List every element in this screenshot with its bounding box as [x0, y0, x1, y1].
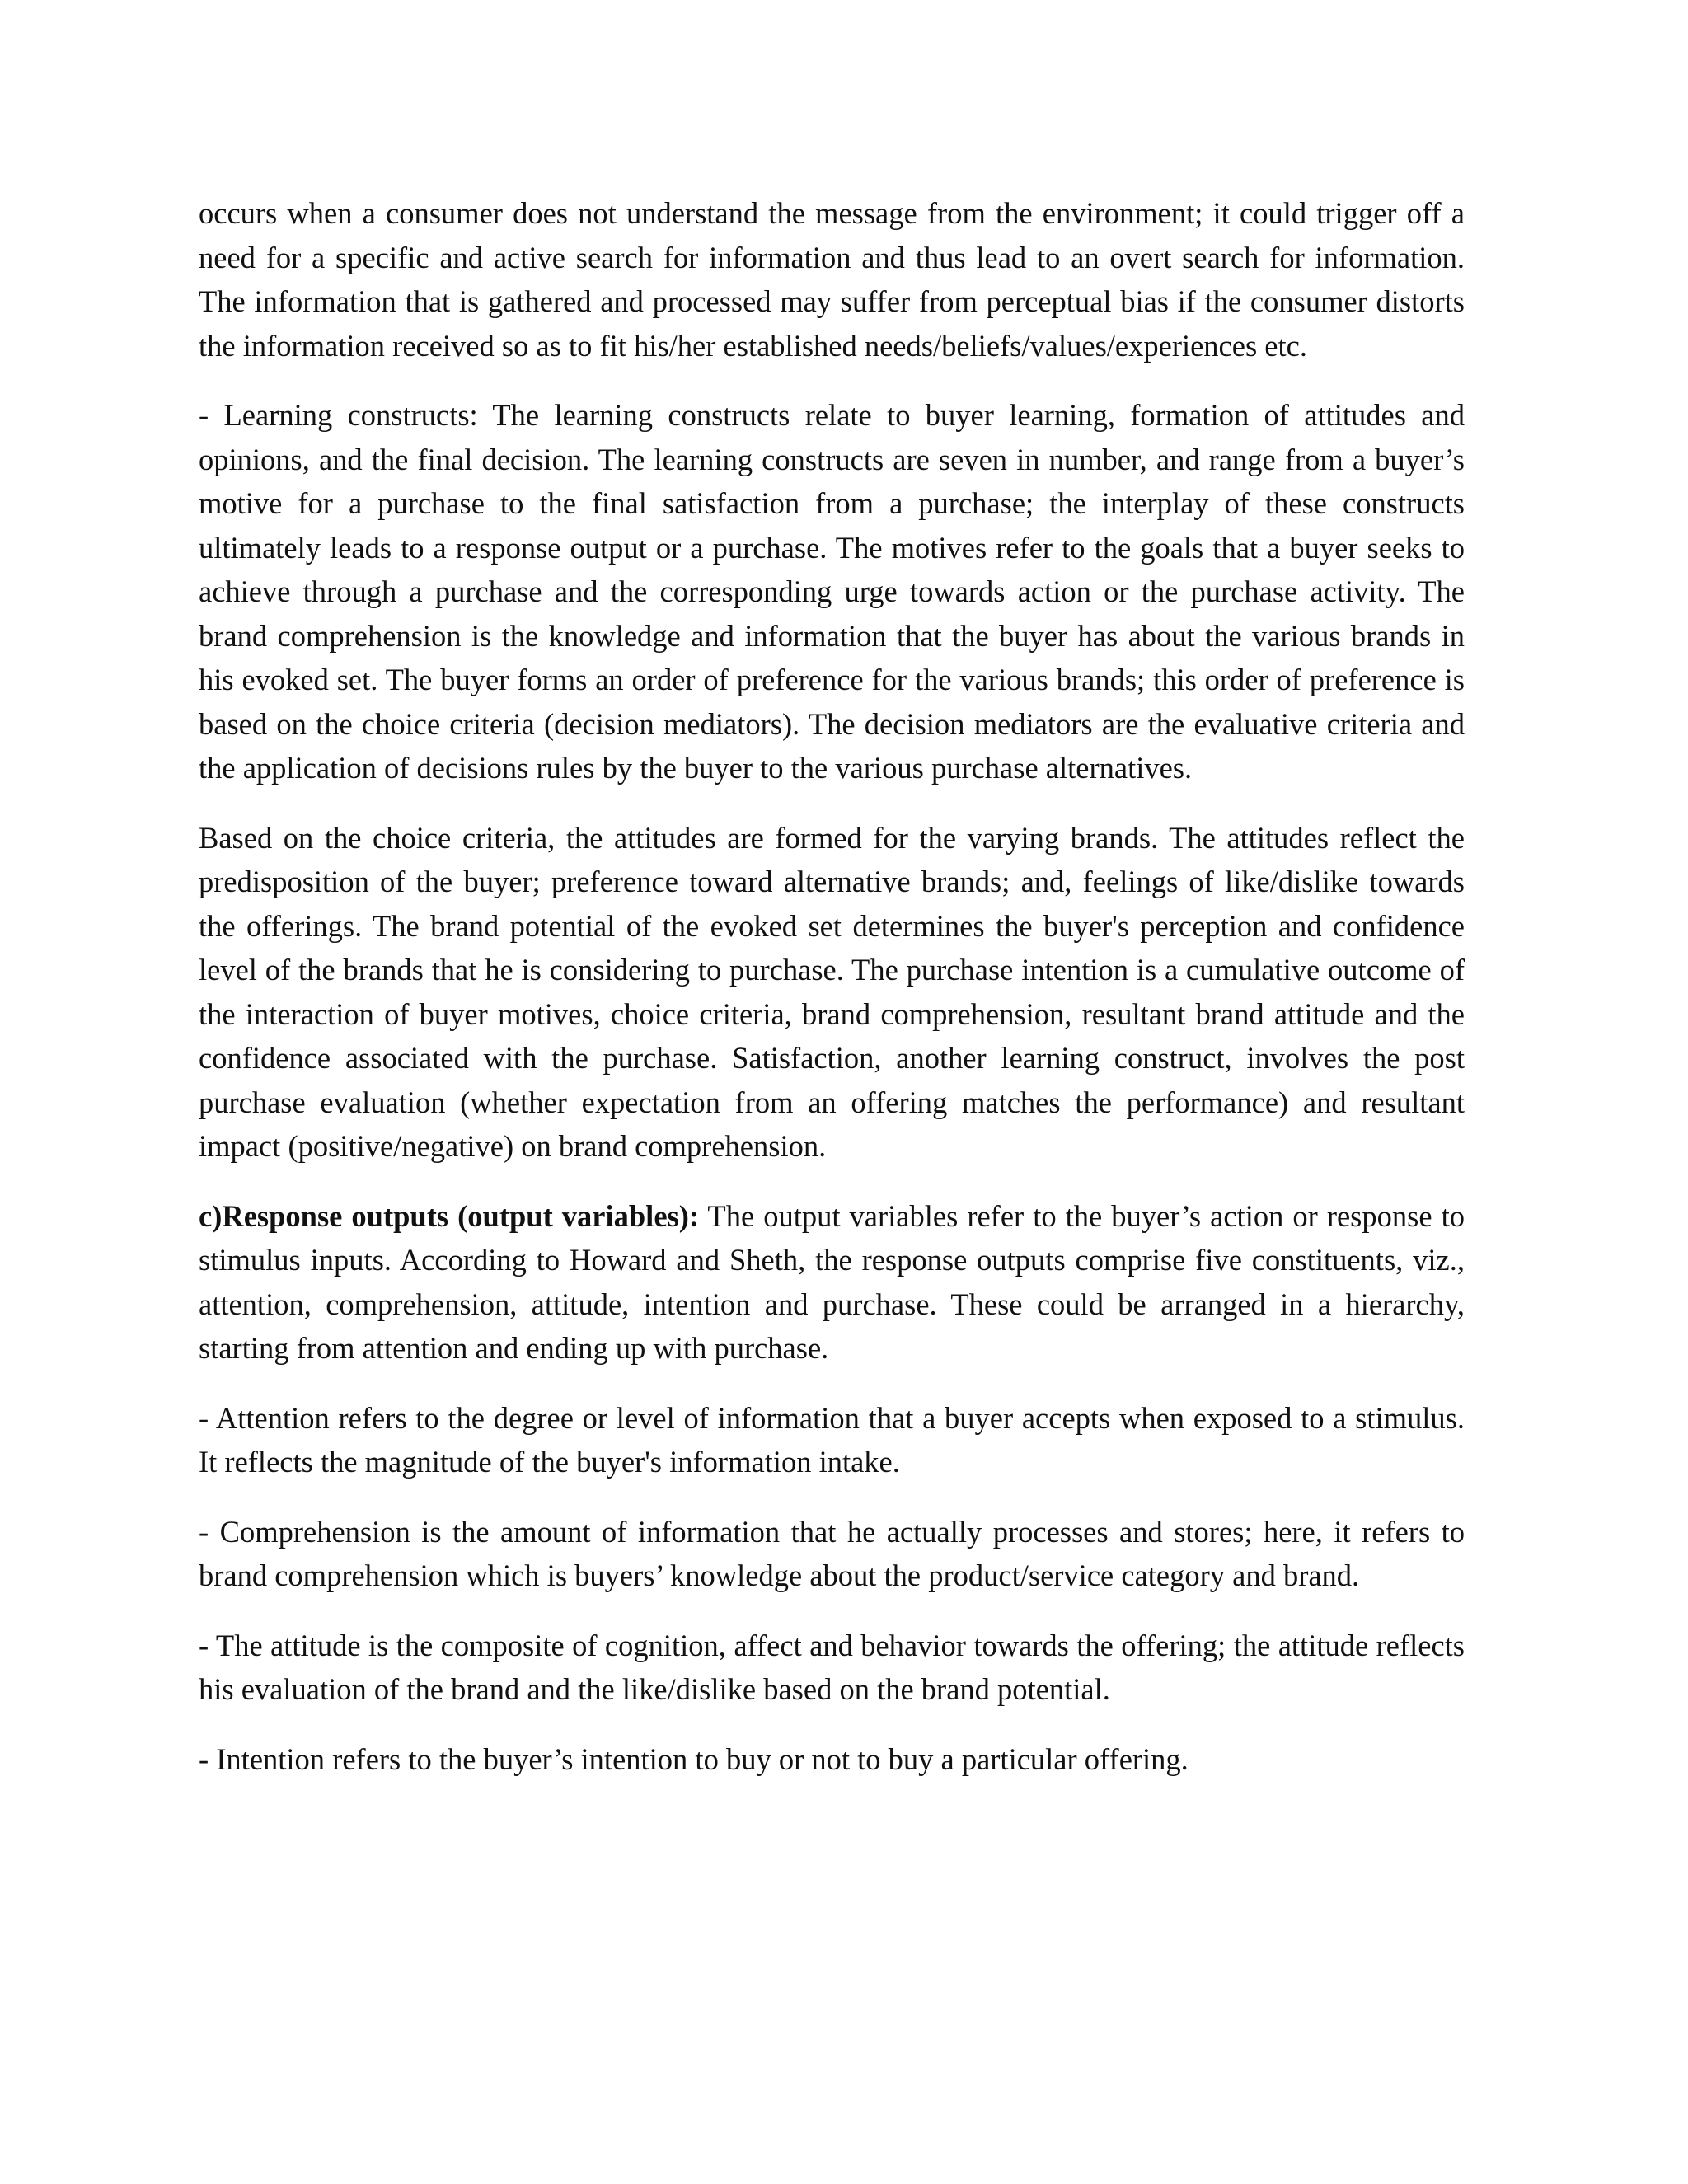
- paragraph-attention: [199, 1396, 1465, 1484]
- paragraph-text: - Intention refers to the buyer’s intention to buy or not to buy a particular offering.: [199, 1741, 1189, 1776]
- paragraph-intention: [199, 1737, 1465, 1782]
- paragraph-text: - The attitude is the composite of cognition, affect and behavior towards the offering; the attitude reflects his evaluation of the brand and the like/dislike based on the brand potential.: [199, 1628, 1465, 1706]
- paragraph-learning-constructs: [199, 393, 1465, 790]
- document-page: [199, 191, 1465, 1807]
- paragraph-comprehension: [199, 1510, 1465, 1598]
- paragraph-text: - Learning constructs: The learning constructs relate to buyer learning, formation of attitudes and opinions, and the final decision. The learning constructs are seven in number, and range from a buyer’s motive for a purchase to the final satisfaction from a purchase; the interplay of these constructs ultimately leads to a response output or a purchase. The motives refer to the goals that a buyer seeks to achieve through a purchase and the corresponding urge towards action or the purchase activity. The brand comprehension is the knowledge and information that the buyer has about the various brands in his evoked set. The buyer forms an order of preference for the various brands; this order of preference is based on the choice criteria (decision mediators). The decision mediators are the evaluative criteria and the application of decisions rules by the buyer to the various purchase alternatives.: [199, 398, 1465, 785]
- paragraph-choice-criteria: [199, 816, 1465, 1169]
- paragraph-response-outputs: [199, 1194, 1465, 1371]
- paragraph-text: The output variables refer to the buyer’s action or response to stimulus inputs. According to Howard and Sheth, the response outputs comprise five constituents, viz., attention, comprehension, attitude, intention and purchase. These could be arranged in a hierarchy, starting from attention and ending up with purchase.: [199, 1198, 1465, 1365]
- paragraph-perceptual-bias: [199, 191, 1465, 368]
- paragraph-text: Based on the choice criteria, the attitudes are formed for the varying brands. The attitudes reflect the predisposition of the buyer; preference toward alternative brands; and, feelings of like/dislike towards the offerings. The brand potential of the evoked set determines the buyer's perception and confidence level of the brands that he is considering to purchase. The purchase intention is a cumulative outcome of the interaction of buyer motives, choice criteria, brand comprehension, resultant brand attitude and the confidence associated with the purchase. Satisfaction, another learning construct, involves the post purchase evaluation (whether expectation from an offering matches the performance) and resultant impact (positive/negative) on brand comprehension.: [199, 820, 1465, 1163]
- paragraph-attitude: [199, 1624, 1465, 1712]
- section-heading: c)Response outputs (output variables):: [199, 1198, 700, 1233]
- paragraph-text: occurs when a consumer does not understand the message from the environment; it could trigger off a need for a specific and active search for information and thus lead to an overt search for information. The information that is gathered and processed may suffer from perceptual bias if the consumer distorts the information received so as to fit his/her established needs/beliefs/values/experiences etc.: [199, 196, 1465, 363]
- paragraph-text: - Comprehension is the amount of information that he actually processes and stores; here, it refers to brand comprehension which is buyers’ knowledge about the product/service category and brand.: [199, 1514, 1465, 1592]
- paragraph-text: - Attention refers to the degree or level of information that a buyer accepts when exposed to a stimulus. It reflects the magnitude of the buyer's information intake.: [199, 1400, 1465, 1479]
